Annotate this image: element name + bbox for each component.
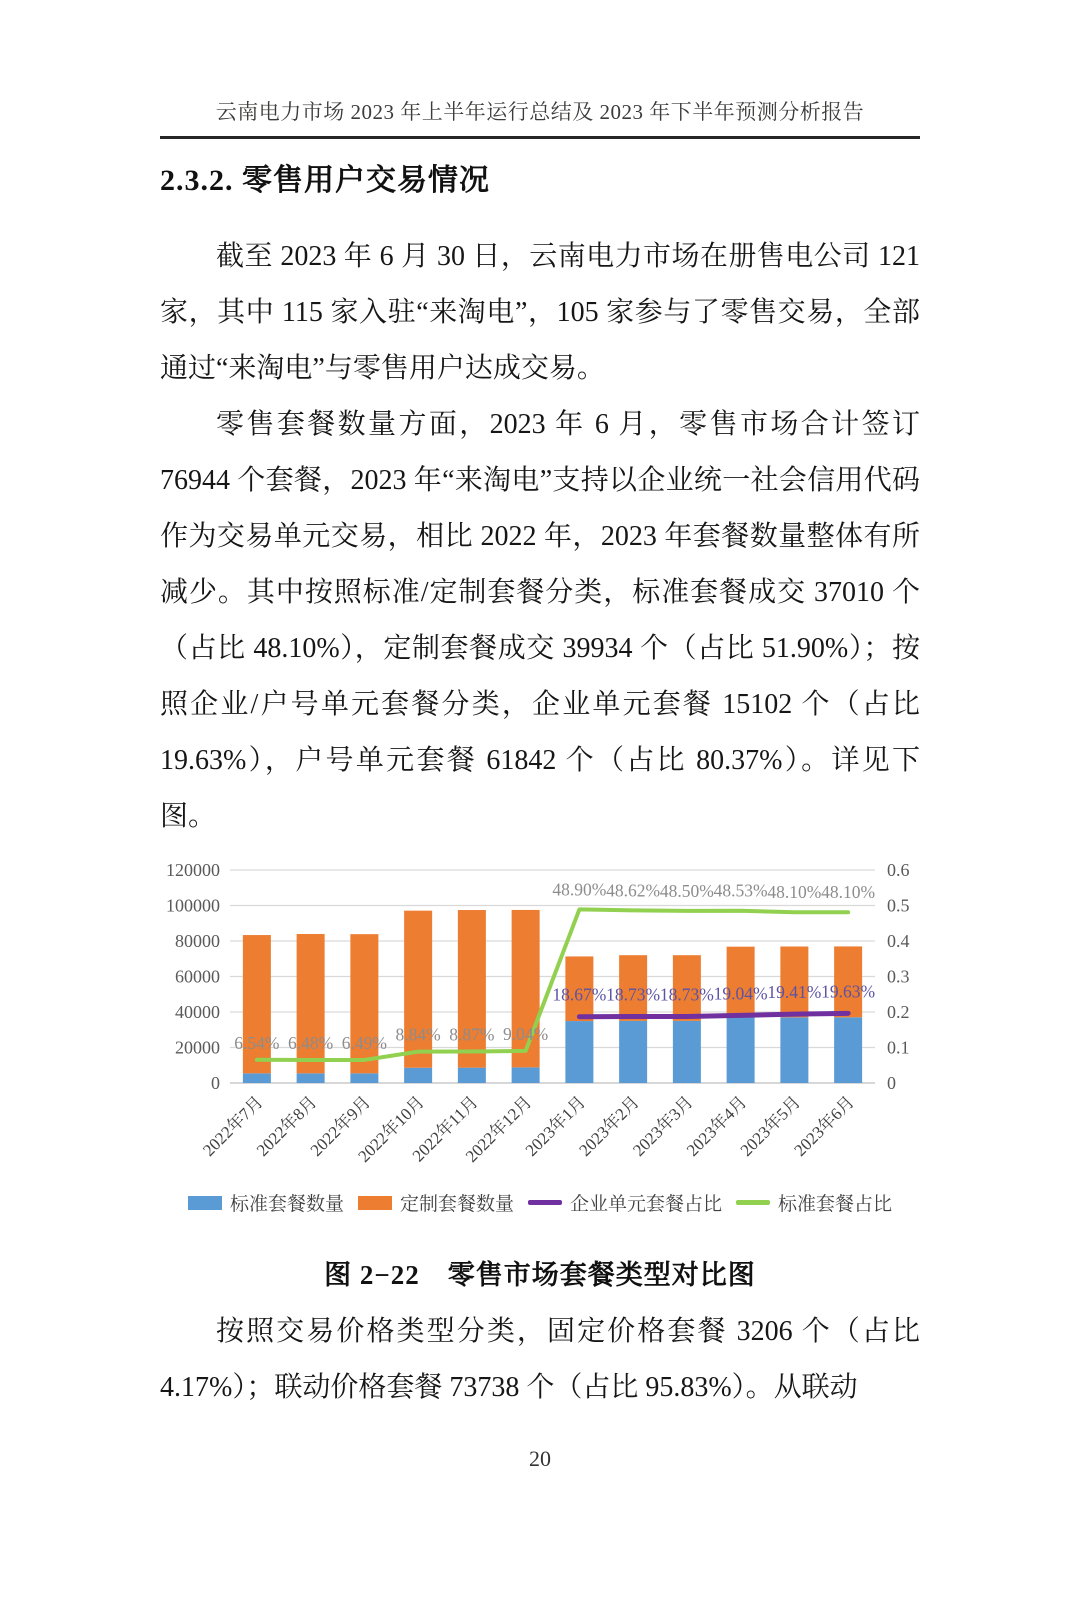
svg-text:18.67%: 18.67% [552,984,607,1005]
svg-text:2023年5月: 2023年5月 [736,1092,805,1160]
svg-text:80000: 80000 [175,931,220,951]
svg-text:0.6: 0.6 [887,860,910,880]
legend-item-standard-ratio [736,1189,892,1216]
paragraph-package-counts: 零售套餐数量方面，2023 年 6 月，零售市场合计签订 76944 个套餐，2023 年“来淘电”支持以企业统一社会信用代码作为交易单元交易，相比 2022 年，2023 年套餐数量整体有所减少。其中按照标准/定制套餐分类，标准套餐成交 37010 个（占比 48.10%），定制套餐成交 39934 个（占比 51.90%）；按照企业/户号单元套餐分类，企业单元套餐 15102 个（占比 19.63%），户号单元套餐 61842 个（占比 80.37%）。详见下图。 [160,409,920,832]
svg-text:8.84%: 8.84% [395,1024,441,1045]
svg-text:48.10%: 48.10% [767,882,822,903]
figure-retail-package-chart [160,855,920,1233]
legend-item-standard-count [188,1189,344,1216]
chart-legend [160,1189,920,1216]
svg-text:48.62%: 48.62% [606,880,661,901]
svg-text:48.90%: 48.90% [552,879,607,900]
svg-text:0.1: 0.1 [887,1037,910,1058]
svg-text:0: 0 [211,1073,220,1093]
svg-text:2022年7月: 2022年7月 [199,1092,267,1160]
legend-label: 标准套餐数量 [229,1194,344,1215]
legend-label: 企业单元套餐占比 [570,1194,723,1215]
svg-text:8.87%: 8.87% [449,1024,495,1045]
svg-text:19.04%: 19.04% [713,983,768,1004]
page-content [160,96,920,1472]
svg-text:2023年3月: 2023年3月 [629,1092,697,1160]
paragraph-retail-companies: 截至 2023 年 6 月 30 日，云南电力市场在册售电公司 121 家，其中 115 家入驻“来淘电”，105 家参与了零售交易，全部通过“来淘电”与零售用户达成交易。 [160,241,920,384]
legend-label: 标准套餐占比 [778,1194,893,1215]
svg-text:6.54%: 6.54% [234,1032,280,1053]
svg-text:18.73%: 18.73% [606,984,661,1005]
legend-swatch-orange-bar [358,1196,392,1210]
legend-item-enterprise-ratio [528,1189,722,1216]
svg-text:0.5: 0.5 [887,895,910,916]
svg-text:0.3: 0.3 [887,966,910,987]
svg-text:2023年1月: 2023年1月 [521,1092,590,1160]
legend-label: 定制套餐数量 [399,1194,514,1215]
figure-caption: 图 2−22 零售市场套餐类型对比图 [324,1260,756,1290]
header-divider [160,136,920,139]
legend-swatch-green-line [736,1200,770,1205]
paragraph-price-types: 按照交易价格类型分类，固定价格套餐 3206 个（占比 4.17%）；联动价格套餐 73738 个（占比 95.83%）。从联动 [160,1316,920,1403]
svg-text:2023年2月: 2023年2月 [575,1092,643,1160]
svg-text:2023年4月: 2023年4月 [682,1092,751,1160]
document-header: 云南电力市场 2023 年上半年运行总结及 2023 年下半年预测分析报告 [215,100,865,124]
svg-text:18.73%: 18.73% [659,984,714,1005]
svg-text:0.4: 0.4 [887,931,910,951]
svg-text:9.04%: 9.04% [503,1023,549,1044]
svg-text:2022年11月: 2022年11月 [408,1092,482,1166]
svg-text:2022年9月: 2022年9月 [306,1092,375,1160]
svg-text:6.48%: 6.48% [288,1032,334,1053]
svg-text:20000: 20000 [175,1037,220,1058]
svg-text:2022年10月: 2022年10月 [354,1092,428,1166]
svg-text:2022年8月: 2022年8月 [252,1092,321,1160]
svg-text:2023年6月: 2023年6月 [790,1092,858,1160]
combo-chart [160,855,920,1233]
svg-text:6.49%: 6.49% [341,1032,387,1053]
svg-text:48.53%: 48.53% [713,880,768,901]
svg-text:60000: 60000 [175,966,220,987]
svg-text:19.41%: 19.41% [767,982,822,1003]
svg-text:0: 0 [887,1073,896,1093]
svg-text:48.50%: 48.50% [659,880,714,901]
svg-text:2022年12月: 2022年12月 [461,1092,536,1166]
legend-item-custom-count [358,1189,514,1216]
svg-text:0.2: 0.2 [887,1002,910,1022]
legend-swatch-blue-bar [188,1196,222,1210]
svg-text:100000: 100000 [166,895,220,916]
svg-text:40000: 40000 [175,1002,220,1022]
svg-text:19.63%: 19.63% [821,981,876,1002]
svg-text:48.10%: 48.10% [821,882,876,903]
legend-swatch-purple-line [528,1200,562,1205]
svg-text:120000: 120000 [166,860,220,880]
page-number: 20 [529,1446,551,1471]
section-title: 2.3.2. 零售用户交易情况 [160,164,490,197]
